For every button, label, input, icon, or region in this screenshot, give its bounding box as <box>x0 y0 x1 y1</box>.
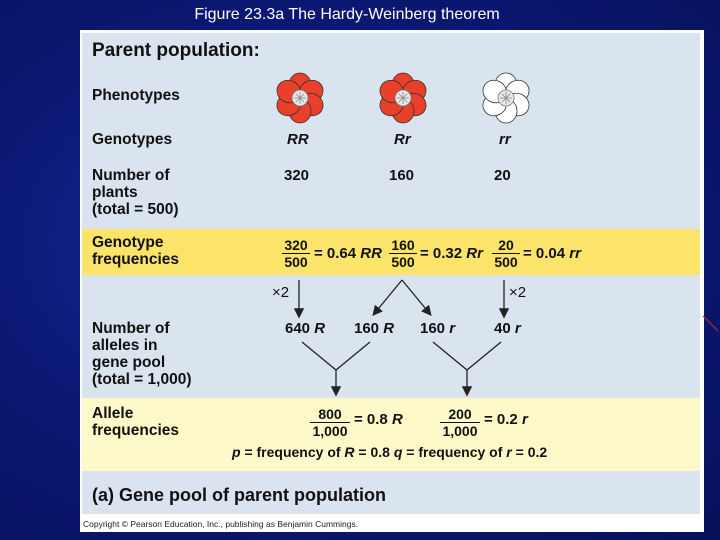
row-label-phenotypes: Phenotypes <box>92 87 180 104</box>
row-label-genotype-frequencies: Genotype frequencies <box>92 234 180 268</box>
row-label-allele-frequencies: Allele frequencies <box>92 405 180 439</box>
panel-heading: Parent population: <box>92 40 260 61</box>
genotype-rr-hetero: Rr <box>394 131 411 148</box>
copyright-notice: Copyright © Pearson Education, Inc., publishing as Benjamin Cummings. <box>83 519 359 529</box>
allele-count-r1: 640 R <box>285 320 326 337</box>
allele-freq-result-dominant: = 0.8 R <box>354 411 403 428</box>
multiplier-right: ×2 <box>509 284 527 301</box>
genotype-freq-fraction-rr-dominant: $\frac{320}{500}$ <box>282 237 310 270</box>
plant-count-rr-dominant: 320 <box>284 167 310 184</box>
flower-icon-red-rr-hetero <box>377 72 429 124</box>
genotype-freq-result-rr-dominant: = 0.64 RR <box>314 245 382 262</box>
row-label-genotypes: Genotypes <box>92 131 173 148</box>
slide-title: Figure 23.3a The Hardy-Weinberg theorem <box>194 6 500 23</box>
genotype-freq-result-rr-hetero: = 0.32 Rr <box>420 245 483 262</box>
allele-count-r3: 160 r <box>420 320 456 337</box>
decorative-red-line <box>703 316 718 331</box>
plant-count-rr-recessive: 20 <box>494 167 511 184</box>
allele-count-r4: 40 r <box>494 320 521 337</box>
genotype-freq-fraction-rr-recessive: $\frac{20}{500}$ <box>492 237 520 270</box>
panel-caption: (a) Gene pool of parent population <box>92 485 386 505</box>
multiplier-left: ×2 <box>272 284 290 301</box>
genotype-freq-result-rr-recessive: = 0.04 rr <box>523 245 581 262</box>
flower-icon-white-rr <box>480 72 532 124</box>
row-label-number-of-alleles: Number of alleles in gene pool (total = 1,000) <box>92 320 192 388</box>
allele-freq-result-recessive: = 0.2 r <box>484 411 528 428</box>
flower-icon-red-rr <box>274 72 326 124</box>
plant-count-rr-hetero: 160 <box>389 167 415 184</box>
allele-frequency-definitions: p = frequency of R = 0.8 q = frequency of r = 0.2 <box>232 444 548 460</box>
genotype-freq-fraction-rr-hetero: $\frac{160}{500}$ <box>389 237 417 270</box>
allele-freq-fraction-recessive: $\frac{200}{1,000}$ <box>440 406 480 439</box>
allele-freq-fraction-dominant: $\frac{800}{1,000}$ <box>310 406 350 439</box>
genotype-rr-dominant: RR <box>287 131 309 148</box>
allele-count-r2: 160 R <box>354 320 395 337</box>
genotype-rr-recessive: rr <box>499 131 511 148</box>
row-label-number-of-plants: Number of plants (total = 500) <box>92 167 179 218</box>
